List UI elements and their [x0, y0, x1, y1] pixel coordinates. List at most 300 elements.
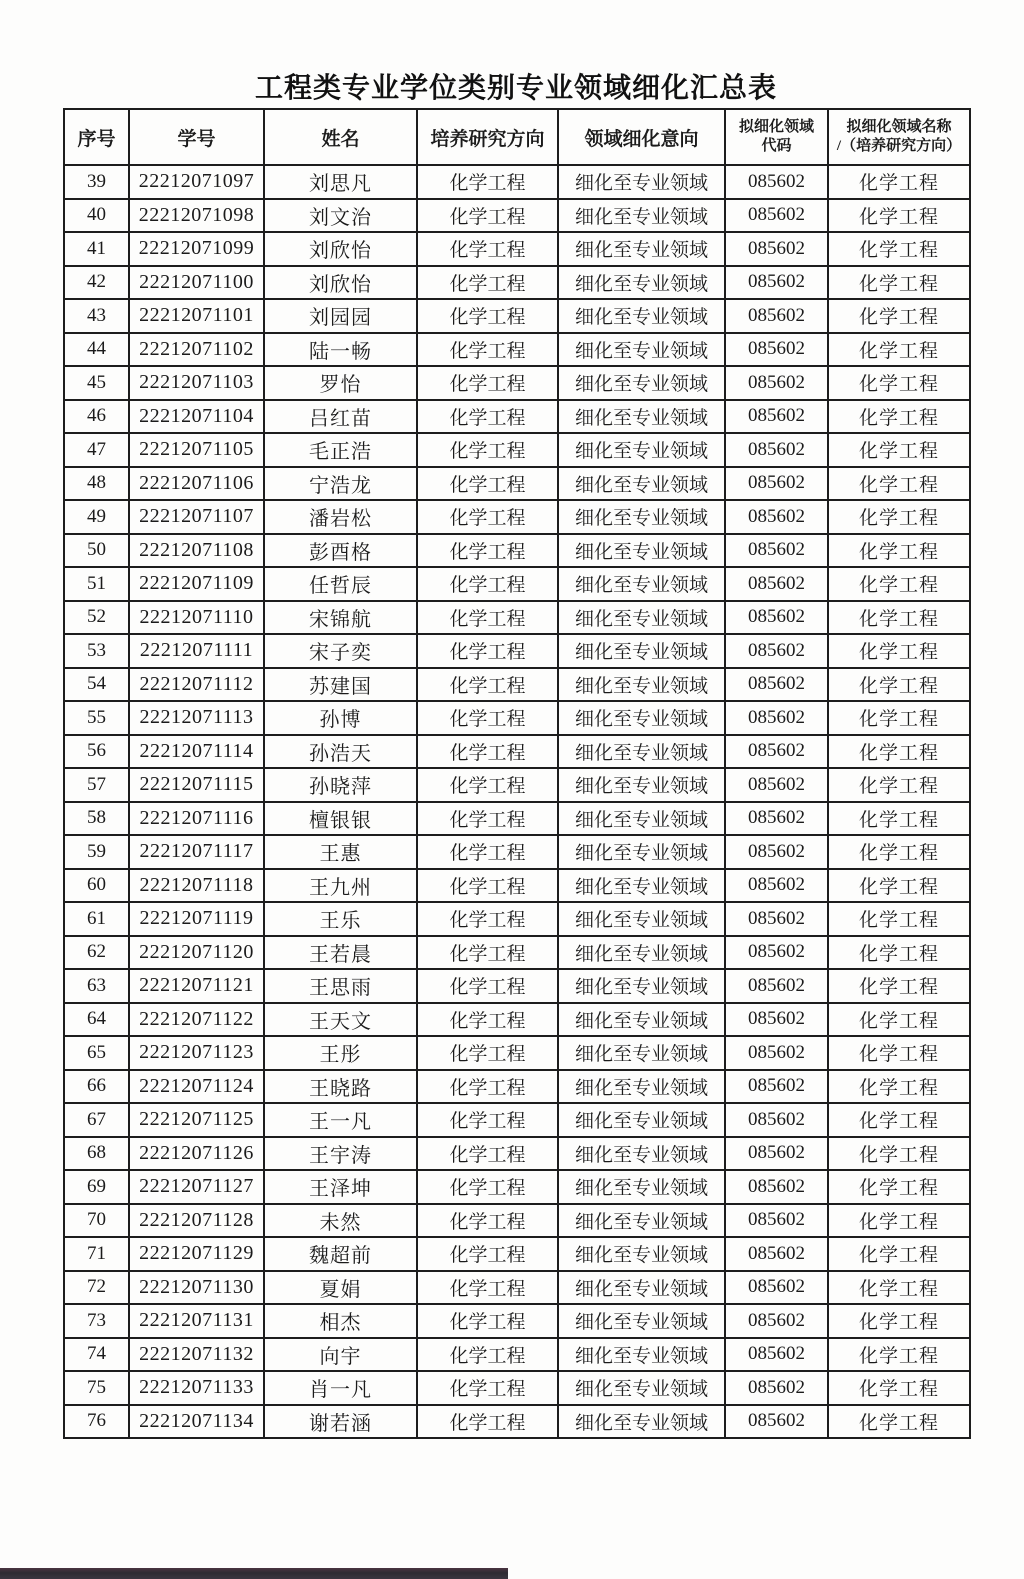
cell-student-id: 22212071100 — [129, 266, 264, 300]
cell-serial-number: 69 — [64, 1170, 129, 1204]
cell-direction: 化学工程 — [417, 1036, 558, 1070]
cell-intent: 细化至专业领域 — [558, 1170, 725, 1204]
cell-direction: 化学工程 — [417, 1070, 558, 1104]
column-header-direction: 培养研究方向 — [417, 109, 558, 165]
cell-name: 宋子奕 — [264, 634, 417, 668]
cell-direction: 化学工程 — [417, 433, 558, 467]
cell-field-name: 化学工程 — [828, 400, 970, 434]
page-title: 工程类专业学位类别专业领域细化汇总表 — [254, 73, 777, 104]
cell-code: 085602 — [725, 1103, 828, 1137]
table-header-row — [64, 109, 970, 165]
cell-field-name: 化学工程 — [828, 1137, 970, 1171]
cell-code: 085602 — [725, 1371, 828, 1405]
cell-student-id: 22212071121 — [129, 969, 264, 1003]
cell-intent: 细化至专业领域 — [558, 1036, 725, 1070]
cell-direction: 化学工程 — [417, 534, 558, 568]
column-header-name: 姓名 — [264, 109, 417, 165]
cell-serial-number: 58 — [64, 802, 129, 836]
cell-field-name: 化学工程 — [828, 1003, 970, 1037]
table-row — [64, 969, 970, 1003]
cell-student-id: 22212071110 — [129, 601, 264, 635]
cell-name: 王天文 — [264, 1003, 417, 1037]
cell-code: 085602 — [725, 1304, 828, 1338]
cell-direction: 化学工程 — [417, 500, 558, 534]
cell-student-id: 22212071126 — [129, 1137, 264, 1171]
column-header-no: 序号 — [64, 109, 129, 165]
cell-serial-number: 51 — [64, 567, 129, 601]
cell-name: 王九州 — [264, 869, 417, 903]
cell-intent: 细化至专业领域 — [558, 500, 725, 534]
table-row — [64, 869, 970, 903]
table-row — [64, 902, 970, 936]
table-row — [64, 701, 970, 735]
cell-name: 宋锦航 — [264, 601, 417, 635]
table-row — [64, 1036, 970, 1070]
table-row — [64, 1371, 970, 1405]
table-row — [64, 199, 970, 233]
cell-code: 085602 — [725, 199, 828, 233]
cell-serial-number: 49 — [64, 500, 129, 534]
cell-field-name: 化学工程 — [828, 232, 970, 266]
cell-code: 085602 — [725, 634, 828, 668]
cell-code: 085602 — [725, 1237, 828, 1271]
cell-direction: 化学工程 — [417, 835, 558, 869]
cell-student-id: 22212071106 — [129, 467, 264, 501]
cell-student-id: 22212071130 — [129, 1271, 264, 1305]
cell-code: 085602 — [725, 668, 828, 702]
cell-field-name: 化学工程 — [828, 1036, 970, 1070]
cell-direction: 化学工程 — [417, 768, 558, 802]
cell-intent: 细化至专业领域 — [558, 668, 725, 702]
cell-intent: 细化至专业领域 — [558, 1103, 725, 1137]
cell-serial-number: 76 — [64, 1405, 129, 1439]
cell-student-id: 22212071118 — [129, 869, 264, 903]
table-row — [64, 232, 970, 266]
cell-intent: 细化至专业领域 — [558, 735, 725, 769]
table-row — [64, 299, 970, 333]
cell-code: 085602 — [725, 735, 828, 769]
cell-field-name: 化学工程 — [828, 1070, 970, 1104]
cell-serial-number: 44 — [64, 333, 129, 367]
cell-code: 085602 — [725, 433, 828, 467]
cell-field-name: 化学工程 — [828, 567, 970, 601]
cell-direction: 化学工程 — [417, 969, 558, 1003]
cell-name: 肖一凡 — [264, 1371, 417, 1405]
cell-name: 刘思凡 — [264, 165, 417, 199]
cell-code: 085602 — [725, 601, 828, 635]
cell-code: 085602 — [725, 768, 828, 802]
column-header-code-line2: 代码 — [761, 138, 792, 154]
cell-intent: 细化至专业领域 — [558, 400, 725, 434]
cell-name: 吕红苗 — [264, 400, 417, 434]
cell-direction: 化学工程 — [417, 366, 558, 400]
cell-direction: 化学工程 — [417, 701, 558, 735]
cell-direction: 化学工程 — [417, 601, 558, 635]
cell-name: 任哲辰 — [264, 567, 417, 601]
cell-name: 王彤 — [264, 1036, 417, 1070]
cell-field-name: 化学工程 — [828, 869, 970, 903]
cell-direction: 化学工程 — [417, 1405, 558, 1439]
cell-name: 孙浩天 — [264, 735, 417, 769]
table-row — [64, 735, 970, 769]
cell-name: 彭酉格 — [264, 534, 417, 568]
cell-serial-number: 55 — [64, 701, 129, 735]
cell-serial-number: 72 — [64, 1271, 129, 1305]
cell-intent: 细化至专业领域 — [558, 701, 725, 735]
cell-field-name: 化学工程 — [828, 1271, 970, 1305]
cell-intent: 细化至专业领域 — [558, 232, 725, 266]
cell-student-id: 22212071122 — [129, 1003, 264, 1037]
cell-student-id: 22212071120 — [129, 936, 264, 970]
cell-serial-number: 61 — [64, 902, 129, 936]
cell-serial-number: 59 — [64, 835, 129, 869]
cell-serial-number: 62 — [64, 936, 129, 970]
cell-field-name: 化学工程 — [828, 1170, 970, 1204]
cell-direction: 化学工程 — [417, 567, 558, 601]
cell-field-name: 化学工程 — [828, 1304, 970, 1338]
cell-name: 毛正浩 — [264, 433, 417, 467]
cell-student-id: 22212071133 — [129, 1371, 264, 1405]
cell-name: 刘欣怡 — [264, 266, 417, 300]
cell-student-id: 22212071104 — [129, 400, 264, 434]
cell-code: 085602 — [725, 567, 828, 601]
cell-student-id: 22212071132 — [129, 1338, 264, 1372]
cell-student-id: 22212071115 — [129, 768, 264, 802]
cell-intent: 细化至专业领域 — [558, 534, 725, 568]
cell-intent: 细化至专业领域 — [558, 768, 725, 802]
cell-field-name: 化学工程 — [828, 500, 970, 534]
cell-name: 刘园园 — [264, 299, 417, 333]
cell-serial-number: 39 — [64, 165, 129, 199]
cell-serial-number: 52 — [64, 601, 129, 635]
cell-direction: 化学工程 — [417, 467, 558, 501]
cell-student-id: 22212071124 — [129, 1070, 264, 1104]
cell-direction: 化学工程 — [417, 333, 558, 367]
cell-direction: 化学工程 — [417, 1371, 558, 1405]
cell-intent: 细化至专业领域 — [558, 299, 725, 333]
table-row — [64, 534, 970, 568]
cell-intent: 细化至专业领域 — [558, 567, 725, 601]
cell-field-name: 化学工程 — [828, 936, 970, 970]
cell-code: 085602 — [725, 1070, 828, 1104]
cell-intent: 细化至专业领域 — [558, 936, 725, 970]
cell-serial-number: 43 — [64, 299, 129, 333]
cell-code: 085602 — [725, 902, 828, 936]
cell-student-id: 22212071116 — [129, 802, 264, 836]
cell-serial-number: 68 — [64, 1137, 129, 1171]
table-row — [64, 1204, 970, 1238]
cell-code: 085602 — [725, 333, 828, 367]
cell-name: 王若晨 — [264, 936, 417, 970]
cell-code: 085602 — [725, 467, 828, 501]
cell-name: 王晓路 — [264, 1070, 417, 1104]
cell-intent: 细化至专业领域 — [558, 835, 725, 869]
cell-intent: 细化至专业领域 — [558, 1237, 725, 1271]
cell-student-id: 22212071103 — [129, 366, 264, 400]
table-row — [64, 1271, 970, 1305]
cell-student-id: 22212071101 — [129, 299, 264, 333]
cell-name: 王宇涛 — [264, 1137, 417, 1171]
cell-intent: 细化至专业领域 — [558, 165, 725, 199]
cell-direction: 化学工程 — [417, 1170, 558, 1204]
cell-serial-number: 70 — [64, 1204, 129, 1238]
cell-serial-number: 53 — [64, 634, 129, 668]
table-row — [64, 1304, 970, 1338]
cell-serial-number: 71 — [64, 1237, 129, 1271]
cell-student-id: 22212071125 — [129, 1103, 264, 1137]
cell-name: 王泽坤 — [264, 1170, 417, 1204]
cell-direction: 化学工程 — [417, 299, 558, 333]
cell-field-name: 化学工程 — [828, 366, 970, 400]
cell-field-name: 化学工程 — [828, 802, 970, 836]
cell-intent: 细化至专业领域 — [558, 902, 725, 936]
cell-field-name: 化学工程 — [828, 668, 970, 702]
cell-serial-number: 54 — [64, 668, 129, 702]
cell-intent: 细化至专业领域 — [558, 1271, 725, 1305]
cell-name: 刘欣怡 — [264, 232, 417, 266]
cell-code: 085602 — [725, 1405, 828, 1439]
cell-name: 向宇 — [264, 1338, 417, 1372]
cell-direction: 化学工程 — [417, 668, 558, 702]
cell-direction: 化学工程 — [417, 1204, 558, 1238]
table-row — [64, 802, 970, 836]
cell-intent: 细化至专业领域 — [558, 366, 725, 400]
column-header-intent: 领域细化意向 — [558, 109, 725, 165]
cell-student-id: 22212071128 — [129, 1204, 264, 1238]
cell-name: 陆一畅 — [264, 333, 417, 367]
cell-serial-number: 46 — [64, 400, 129, 434]
cell-direction: 化学工程 — [417, 232, 558, 266]
cell-direction: 化学工程 — [417, 165, 558, 199]
cell-field-name: 化学工程 — [828, 266, 970, 300]
table-row — [64, 467, 970, 501]
cell-code: 085602 — [725, 969, 828, 1003]
cell-code: 085602 — [725, 1003, 828, 1037]
cell-serial-number: 63 — [64, 969, 129, 1003]
cell-field-name: 化学工程 — [828, 902, 970, 936]
cell-code: 085602 — [725, 1338, 828, 1372]
cell-serial-number: 45 — [64, 366, 129, 400]
cell-intent: 细化至专业领域 — [558, 333, 725, 367]
cell-serial-number: 42 — [64, 266, 129, 300]
cell-serial-number: 74 — [64, 1338, 129, 1372]
table-row — [64, 835, 970, 869]
table-row — [64, 165, 970, 199]
cell-code: 085602 — [725, 1137, 828, 1171]
cell-student-id: 22212071097 — [129, 165, 264, 199]
cell-student-id: 22212071098 — [129, 199, 264, 233]
cell-code: 085602 — [725, 936, 828, 970]
table-row — [64, 333, 970, 367]
column-header-field-line1: 拟细化领域名称 — [846, 119, 952, 136]
cell-intent: 细化至专业领域 — [558, 1304, 725, 1338]
cell-direction: 化学工程 — [417, 266, 558, 300]
cell-student-id: 22212071107 — [129, 500, 264, 534]
cell-code: 085602 — [725, 366, 828, 400]
cell-name: 刘文治 — [264, 199, 417, 233]
cell-field-name: 化学工程 — [828, 701, 970, 735]
cell-intent: 细化至专业领域 — [558, 467, 725, 501]
cell-intent: 细化至专业领域 — [558, 199, 725, 233]
table-row — [64, 1103, 970, 1137]
cell-field-name: 化学工程 — [828, 1204, 970, 1238]
cell-serial-number: 75 — [64, 1371, 129, 1405]
cell-serial-number: 56 — [64, 735, 129, 769]
table-row — [64, 1070, 970, 1104]
cell-intent: 细化至专业领域 — [558, 601, 725, 635]
cell-student-id: 22212071131 — [129, 1304, 264, 1338]
cell-serial-number: 73 — [64, 1304, 129, 1338]
cell-field-name: 化学工程 — [828, 299, 970, 333]
cell-field-name: 化学工程 — [828, 1237, 970, 1271]
cell-direction: 化学工程 — [417, 634, 558, 668]
cell-code: 085602 — [725, 500, 828, 534]
column-header-field-name — [828, 109, 970, 165]
cell-serial-number: 60 — [64, 869, 129, 903]
cell-field-name: 化学工程 — [828, 199, 970, 233]
cell-student-id: 22212071127 — [129, 1170, 264, 1204]
cell-serial-number: 57 — [64, 768, 129, 802]
cell-serial-number: 50 — [64, 534, 129, 568]
cell-student-id: 22212071111 — [129, 634, 264, 668]
table-row — [64, 634, 970, 668]
cell-serial-number: 40 — [64, 199, 129, 233]
table-row — [64, 1137, 970, 1171]
cell-intent: 细化至专业领域 — [558, 869, 725, 903]
cell-name: 魏超前 — [264, 1237, 417, 1271]
cell-direction: 化学工程 — [417, 802, 558, 836]
cell-field-name: 化学工程 — [828, 165, 970, 199]
cell-direction: 化学工程 — [417, 869, 558, 903]
cell-code: 085602 — [725, 802, 828, 836]
cell-name: 王一凡 — [264, 1103, 417, 1137]
table-row — [64, 500, 970, 534]
column-header-student-id: 学号 — [129, 109, 264, 165]
column-header-field-line2: /（培养研究方向） — [836, 138, 962, 154]
cell-intent: 细化至专业领域 — [558, 266, 725, 300]
cell-direction: 化学工程 — [417, 199, 558, 233]
cell-intent: 细化至专业领域 — [558, 969, 725, 1003]
cell-intent: 细化至专业领域 — [558, 1137, 725, 1171]
cell-intent: 细化至专业领域 — [558, 634, 725, 668]
table-row — [64, 1170, 970, 1204]
cell-field-name: 化学工程 — [828, 467, 970, 501]
cell-code: 085602 — [725, 1036, 828, 1070]
table-row — [64, 400, 970, 434]
cell-direction: 化学工程 — [417, 735, 558, 769]
cell-field-name: 化学工程 — [828, 735, 970, 769]
cell-field-name: 化学工程 — [828, 601, 970, 635]
table-row — [64, 567, 970, 601]
cell-name: 罗怡 — [264, 366, 417, 400]
cell-field-name: 化学工程 — [828, 835, 970, 869]
cell-student-id: 22212071105 — [129, 433, 264, 467]
cell-direction: 化学工程 — [417, 1137, 558, 1171]
column-header-code-line1: 拟细化领域 — [738, 119, 814, 136]
cell-student-id: 22212071129 — [129, 1237, 264, 1271]
cell-intent: 细化至专业领域 — [558, 1405, 725, 1439]
cell-intent: 细化至专业领域 — [558, 433, 725, 467]
cell-direction: 化学工程 — [417, 902, 558, 936]
table-row — [64, 1405, 970, 1439]
table-row — [64, 366, 970, 400]
cell-serial-number: 65 — [64, 1036, 129, 1070]
scan-edge-artifact — [0, 1568, 508, 1579]
cell-student-id: 22212071134 — [129, 1405, 264, 1439]
cell-name: 潘岩松 — [264, 500, 417, 534]
cell-name: 未然 — [264, 1204, 417, 1238]
cell-name: 谢若涵 — [264, 1405, 417, 1439]
cell-code: 085602 — [725, 232, 828, 266]
cell-direction: 化学工程 — [417, 1003, 558, 1037]
cell-student-id: 22212071119 — [129, 902, 264, 936]
table-row — [64, 1237, 970, 1271]
cell-student-id: 22212071112 — [129, 668, 264, 702]
cell-field-name: 化学工程 — [828, 534, 970, 568]
cell-direction: 化学工程 — [417, 1237, 558, 1271]
table-row — [64, 768, 970, 802]
cell-name: 夏娟 — [264, 1271, 417, 1305]
cell-student-id: 22212071099 — [129, 232, 264, 266]
cell-name: 王乐 — [264, 902, 417, 936]
cell-serial-number: 48 — [64, 467, 129, 501]
cell-name: 王思雨 — [264, 969, 417, 1003]
cell-intent: 细化至专业领域 — [558, 1003, 725, 1037]
cell-code: 085602 — [725, 869, 828, 903]
cell-code: 085602 — [725, 534, 828, 568]
cell-field-name: 化学工程 — [828, 768, 970, 802]
table-row — [64, 936, 970, 970]
cell-intent: 细化至专业领域 — [558, 1371, 725, 1405]
cell-field-name: 化学工程 — [828, 333, 970, 367]
cell-intent: 细化至专业领域 — [558, 1204, 725, 1238]
cell-name: 孙博 — [264, 701, 417, 735]
cell-code: 085602 — [725, 1271, 828, 1305]
cell-field-name: 化学工程 — [828, 1103, 970, 1137]
cell-code: 085602 — [725, 1204, 828, 1238]
cell-serial-number: 66 — [64, 1070, 129, 1104]
table-row — [64, 266, 970, 300]
cell-serial-number: 67 — [64, 1103, 129, 1137]
cell-code: 085602 — [725, 1170, 828, 1204]
cell-field-name: 化学工程 — [828, 969, 970, 1003]
cell-field-name: 化学工程 — [828, 1338, 970, 1372]
cell-code: 085602 — [725, 835, 828, 869]
cell-direction: 化学工程 — [417, 936, 558, 970]
cell-intent: 细化至专业领域 — [558, 802, 725, 836]
column-header-code — [725, 109, 828, 165]
cell-field-name: 化学工程 — [828, 433, 970, 467]
cell-serial-number: 47 — [64, 433, 129, 467]
cell-intent: 细化至专业领域 — [558, 1338, 725, 1372]
cell-name: 王惠 — [264, 835, 417, 869]
cell-field-name: 化学工程 — [828, 1371, 970, 1405]
cell-direction: 化学工程 — [417, 1271, 558, 1305]
table-row — [64, 1003, 970, 1037]
refinement-summary-table — [63, 108, 971, 1439]
table-row — [64, 433, 970, 467]
cell-direction: 化学工程 — [417, 1103, 558, 1137]
cell-name: 苏建国 — [264, 668, 417, 702]
table-row — [64, 601, 970, 635]
cell-code: 085602 — [725, 266, 828, 300]
cell-field-name: 化学工程 — [828, 634, 970, 668]
cell-code: 085602 — [725, 400, 828, 434]
cell-student-id: 22212071108 — [129, 534, 264, 568]
cell-name: 孙晓萍 — [264, 768, 417, 802]
cell-intent: 细化至专业领域 — [558, 1070, 725, 1104]
cell-name: 相杰 — [264, 1304, 417, 1338]
